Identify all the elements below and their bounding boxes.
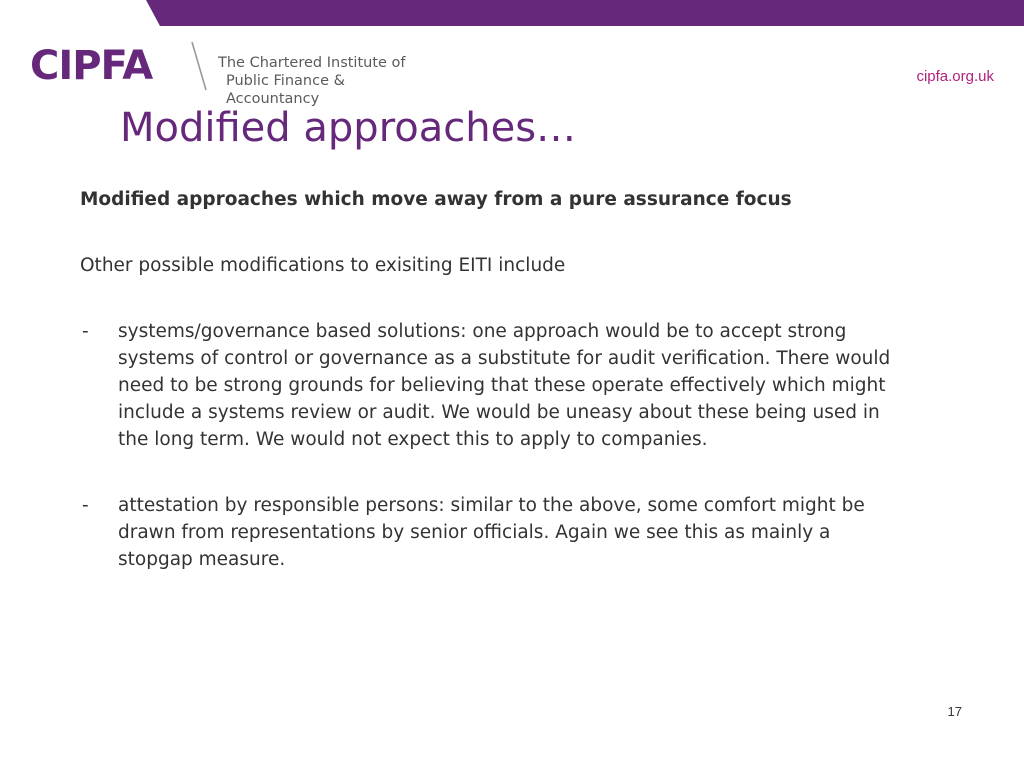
logo-divider-icon	[190, 40, 210, 92]
bullet-dash: -	[82, 321, 89, 342]
header-purple-band	[0, 0, 1024, 26]
bullet-list	[80, 318, 900, 573]
page-number: 17	[947, 704, 962, 719]
bullet-text: attestation by responsible persons: similar to the above, some comfort might be drawn from representations by senior officials. Again we see this as mainly a stopgap measure.	[118, 495, 865, 570]
logo-tagline-line1: The Chartered Institute of	[218, 55, 406, 71]
site-url-link[interactable]: cipfa.org.uk	[916, 68, 994, 85]
logo-wordmark: CIPFA	[30, 43, 153, 89]
bullet-item	[80, 318, 900, 453]
bullet-dash: -	[82, 495, 89, 516]
intro-text: Other possible modifications to exisiting EITI include	[80, 255, 566, 276]
subheading: Modified approaches which move away from a pure assurance focus	[80, 189, 792, 210]
slide-content	[80, 186, 900, 612]
bullet-text: systems/governance based solutions: one approach would be to accept strong systems of control or governance as a substitute for audit verification. There would need to be strong grounds for believing that these operate effectively which might include a systems review or audit. We would be uneasy about these being used in the long term. We would not expect this to apply to companies.	[118, 321, 891, 450]
logo-tagline-line2: Public Finance & Accountancy	[226, 73, 345, 107]
cipfa-logo	[30, 40, 430, 107]
bullet-item	[80, 492, 900, 573]
slide-title: Modified approaches…	[120, 105, 577, 151]
